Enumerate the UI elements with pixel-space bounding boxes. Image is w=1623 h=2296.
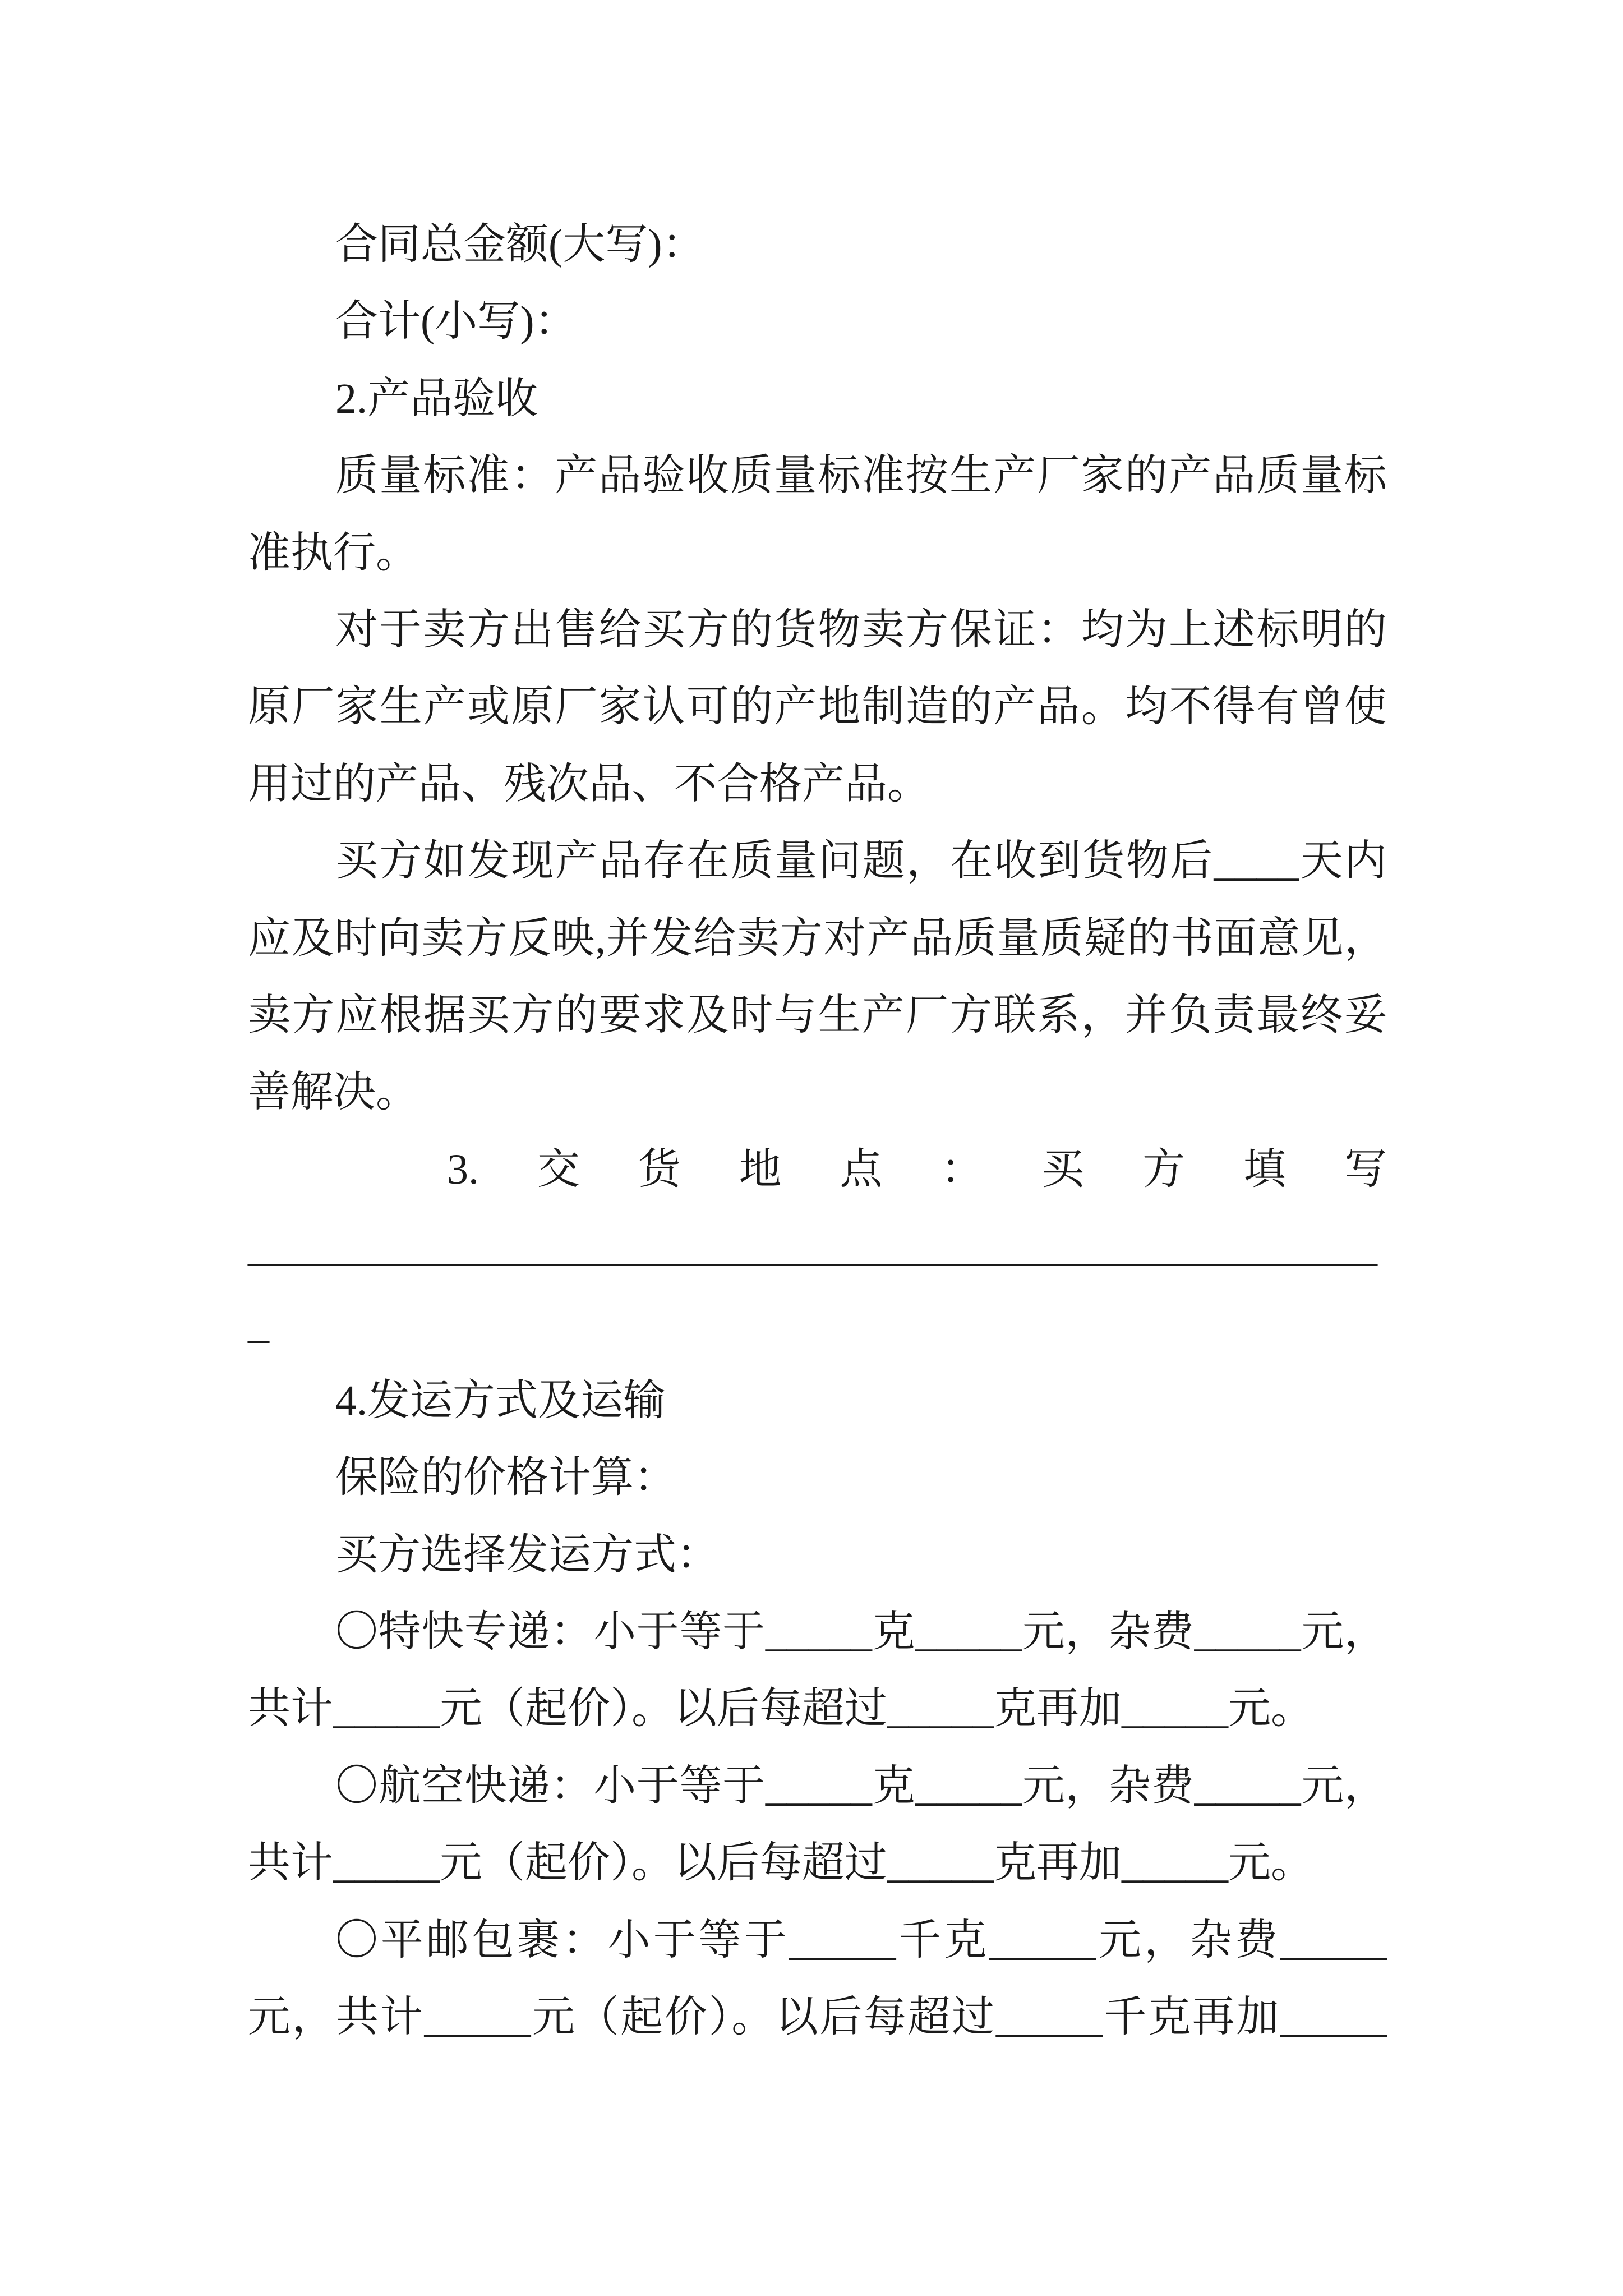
section-heading-product-acceptance: 2.产品验收 [335, 375, 538, 422]
paragraph-line: 用过的产品、残次品、不合格产品。 [248, 760, 930, 808]
option-express-delivery [248, 1594, 1387, 1748]
paragraph-line: 对于卖方出售给买方的货物卖方保证：均为上述标明的 [335, 606, 1387, 654]
contract-text [248, 206, 1387, 2056]
total-amount-in-words-line: 合同总金额(大写)： [335, 221, 705, 268]
paragraph-line: 〇航空快递：小于等于_____克_____元，杂费_____元， [335, 1762, 1387, 1810]
delivery-place-blank: _ [248, 1300, 269, 1347]
section-heading-delivery-place: 3.交货地点：买方填写 [447, 1145, 1387, 1193]
paragraph-quality-standard [248, 438, 1387, 592]
shipping-method-prompt: 买方选择发运方式： [335, 1531, 719, 1579]
paragraph-line: 买方如发现产品存在质量问题，在收到货物后____天内 [335, 838, 1387, 885]
paragraph-line: 准执行。 [248, 529, 418, 577]
delivery-place-blank: _____________________________________________________ [248, 1223, 1377, 1271]
paragraph-line: 元，共计_____元（起价）。以后每超过_____千克再加_____ [248, 1993, 1387, 2041]
paragraph-seller-guarantee [248, 592, 1387, 823]
paragraph-line: 应及时向卖方反映,并发给卖方对产品质量质疑的书面意见， [248, 914, 1387, 962]
paragraph-line: 质量标准：产品验收质量标准按生产厂家的产品质量标 [335, 452, 1387, 500]
paragraph-delivery-place [248, 1131, 1387, 1363]
paragraph-line: 原厂家生产或原厂家认可的产地制造的产品。均不得有曾使 [248, 683, 1387, 731]
paragraph-line: 卖方应根据买方的要求及时与生产厂方联系，并负责最终妥 [248, 991, 1387, 1039]
paragraph-line: 〇特快专递：小于等于_____克_____元，杂费_____元， [335, 1608, 1387, 1656]
paragraph-line: 共计_____元（起价）。以后每超过_____克再加_____元。 [248, 1685, 1313, 1733]
paragraph-line: 〇平邮包裹：小于等于_____千克_____元，杂费_____ [335, 1916, 1387, 1964]
paragraph-line: 善解决。 [248, 1069, 418, 1116]
section-heading-shipping: 4.发运方式及运输 [335, 1377, 666, 1424]
insurance-price-line: 保险的价格计算： [335, 1454, 676, 1502]
option-air-express [248, 1748, 1387, 1902]
paragraph-line: 共计_____元（起价）。以后每超过_____克再加_____元。 [248, 1839, 1313, 1887]
option-parcel-post [248, 1902, 1387, 2056]
total-in-figures-line: 合计(小写)： [335, 298, 577, 346]
paragraph-quality-issue [248, 823, 1387, 1131]
